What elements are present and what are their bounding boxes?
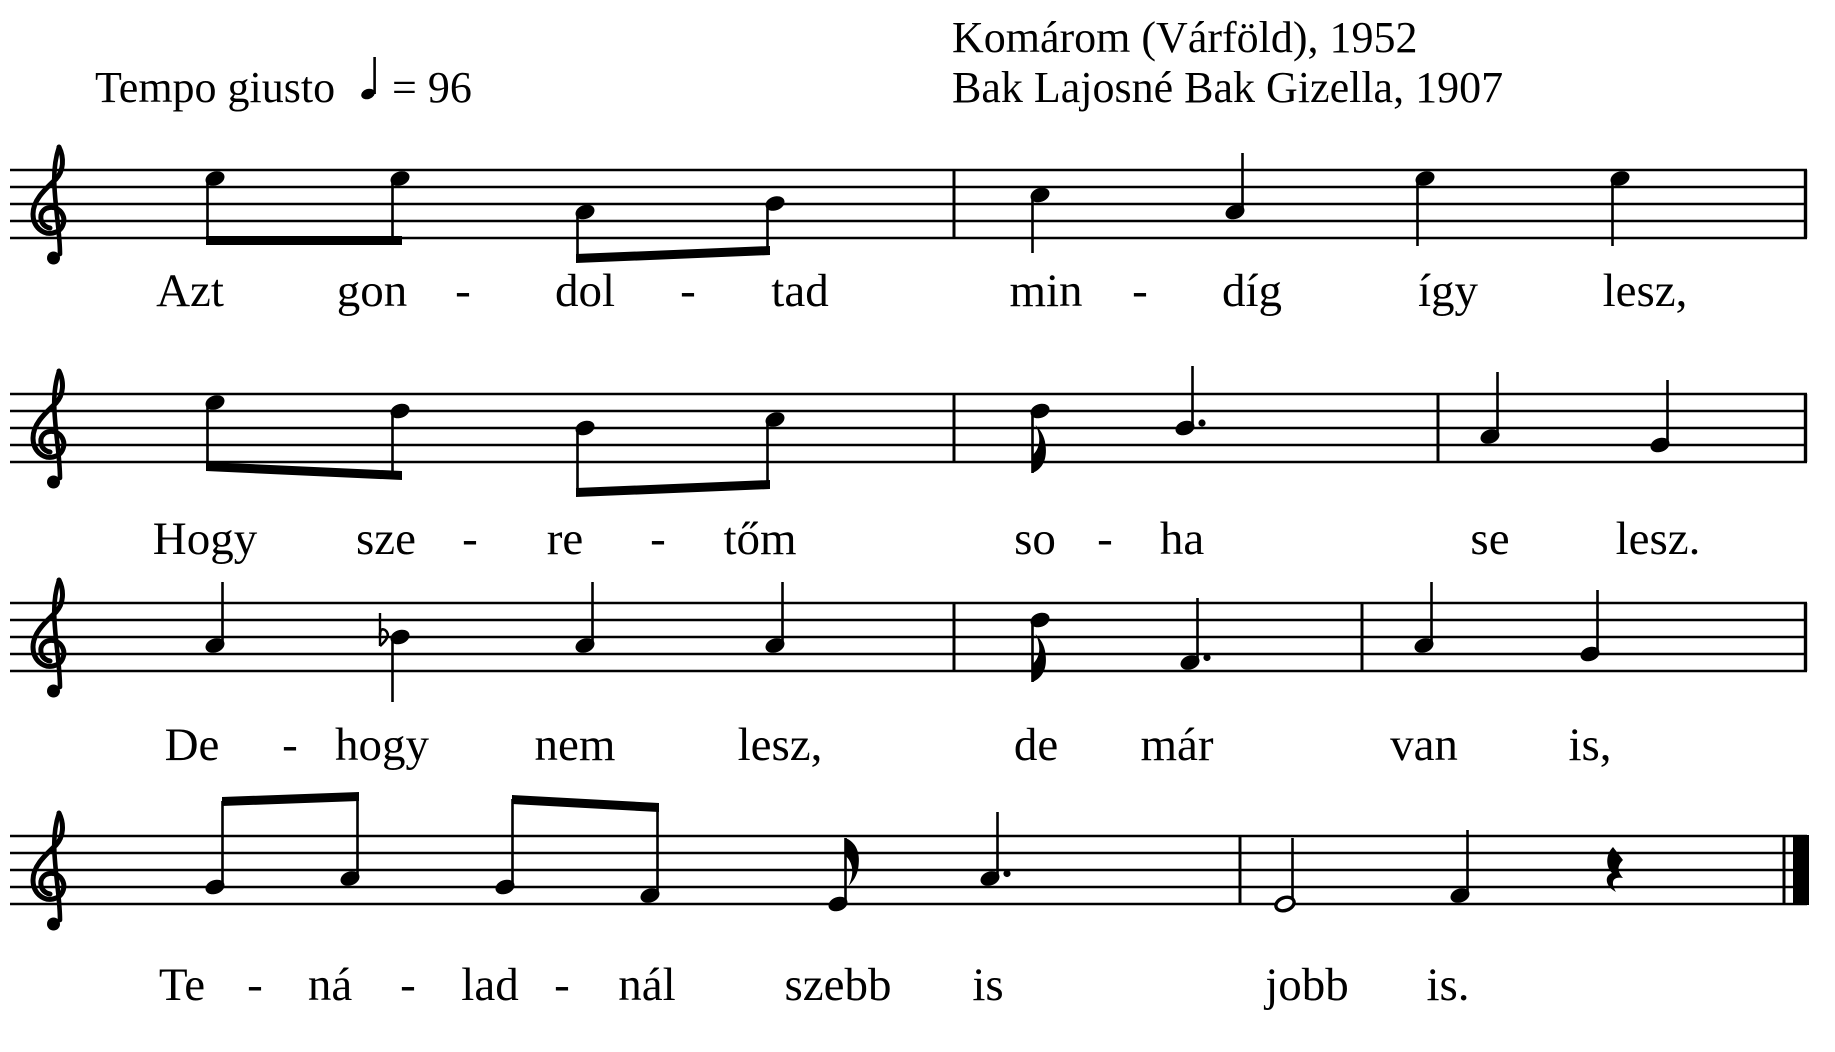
note <box>1413 169 1436 246</box>
note <box>573 582 596 655</box>
treble-clef-icon <box>33 580 64 698</box>
beam <box>206 462 402 480</box>
lyric-hyphen: - <box>455 265 471 317</box>
note <box>1648 380 1671 455</box>
lyric-syllable: De <box>164 719 220 771</box>
note <box>1478 372 1501 446</box>
lyric-hyphen: - <box>554 959 570 1011</box>
treble-clef-icon <box>33 813 64 931</box>
lyric-syllable: Te <box>158 959 206 1011</box>
lyric-syllable: nem <box>534 719 616 771</box>
lyric-hyphen: - <box>680 265 696 317</box>
lyric-syllable: is, <box>1568 719 1612 771</box>
lyric-syllable: se <box>1470 513 1510 565</box>
lyric-hyphen: - <box>282 719 298 771</box>
lyric-syllable: lesz, <box>1602 265 1688 317</box>
beam <box>512 795 659 812</box>
note <box>380 613 412 702</box>
final-barline-thick <box>1793 835 1809 905</box>
tempo-marking: Tempo giusto <box>95 63 336 112</box>
note <box>763 582 786 655</box>
lyric-syllable: is. <box>1426 959 1470 1011</box>
lyric-syllable: dol <box>554 265 616 317</box>
lyric-syllable: sze <box>355 513 417 565</box>
note <box>1448 830 1471 905</box>
staff-system-3 <box>10 580 1807 702</box>
note <box>763 410 786 484</box>
beam <box>206 236 402 245</box>
lyric-syllable: így <box>1417 265 1479 317</box>
note <box>338 796 361 888</box>
lyric-syllable: nál <box>618 959 676 1011</box>
augmentation-dot <box>1203 654 1210 661</box>
lyric-syllable: lad <box>461 959 519 1011</box>
note <box>638 807 661 905</box>
lyric-syllable: már <box>1140 719 1214 771</box>
lyric-hyphen: - <box>247 959 263 1011</box>
note <box>203 393 226 466</box>
flat-accidental <box>380 613 388 646</box>
lyric-syllable: is <box>972 959 1004 1011</box>
lyric-hyphen: - <box>400 959 416 1011</box>
note <box>388 169 411 242</box>
lyric-syllable: lesz. <box>1615 513 1701 565</box>
lyric-syllable: ha <box>1159 513 1205 565</box>
treble-clef-icon <box>33 147 64 265</box>
lyric-syllable: so <box>1014 513 1056 565</box>
note <box>1028 185 1051 253</box>
staff-system-4 <box>10 792 1809 931</box>
note <box>573 202 596 258</box>
staff-system-1 <box>10 147 1807 265</box>
lyric-syllable: Hogy <box>152 513 258 565</box>
note <box>1412 582 1435 655</box>
augmentation-dot <box>1198 419 1205 426</box>
lyric-syllable: van <box>1390 719 1458 771</box>
lyric-syllable: jobb <box>1265 959 1349 1011</box>
note <box>1608 169 1631 246</box>
lyric-hyphen: - <box>1132 265 1148 317</box>
lyric-syllable: de <box>1013 719 1059 771</box>
note <box>203 582 226 655</box>
notehead-open <box>1274 895 1296 913</box>
lyric-hyphen: - <box>1097 513 1113 565</box>
note <box>978 812 1010 888</box>
beam <box>222 792 359 806</box>
lyric-syllable: tad <box>771 265 829 317</box>
staff-system-2 <box>10 366 1807 497</box>
lyric-syllable: hogy <box>335 719 429 771</box>
lyric-hyphen: - <box>462 513 478 565</box>
beam <box>576 246 770 263</box>
note <box>573 418 596 492</box>
lyric-syllable: gon <box>336 265 408 317</box>
lyric-hyphen: - <box>650 513 666 565</box>
note <box>826 838 859 914</box>
treble-clef-icon <box>33 371 64 489</box>
note <box>493 799 516 897</box>
attribution-place-year: Komárom (Várföld), 1952 <box>952 13 1418 62</box>
attribution-performer: Bak Lajosné Bak Gizella, 1907 <box>952 63 1504 112</box>
lyric-syllable: díg <box>1221 265 1283 317</box>
lyric-syllable: min <box>1009 265 1083 317</box>
note <box>1578 590 1601 664</box>
lyric-syllable: lesz, <box>737 719 823 771</box>
lyric-syllable: ná <box>307 959 353 1011</box>
lyric-syllable: tőm <box>723 513 797 565</box>
beam <box>576 480 770 497</box>
note <box>1178 598 1210 672</box>
note <box>1274 838 1296 913</box>
augmentation-dot <box>1003 870 1010 877</box>
lyric-syllable: Azt <box>156 265 224 317</box>
tempo-bpm: = 96 <box>392 63 472 112</box>
lyric-syllable: szebb <box>784 959 892 1011</box>
lyric-syllable: re <box>546 513 584 565</box>
note <box>203 801 226 897</box>
note <box>203 169 226 242</box>
